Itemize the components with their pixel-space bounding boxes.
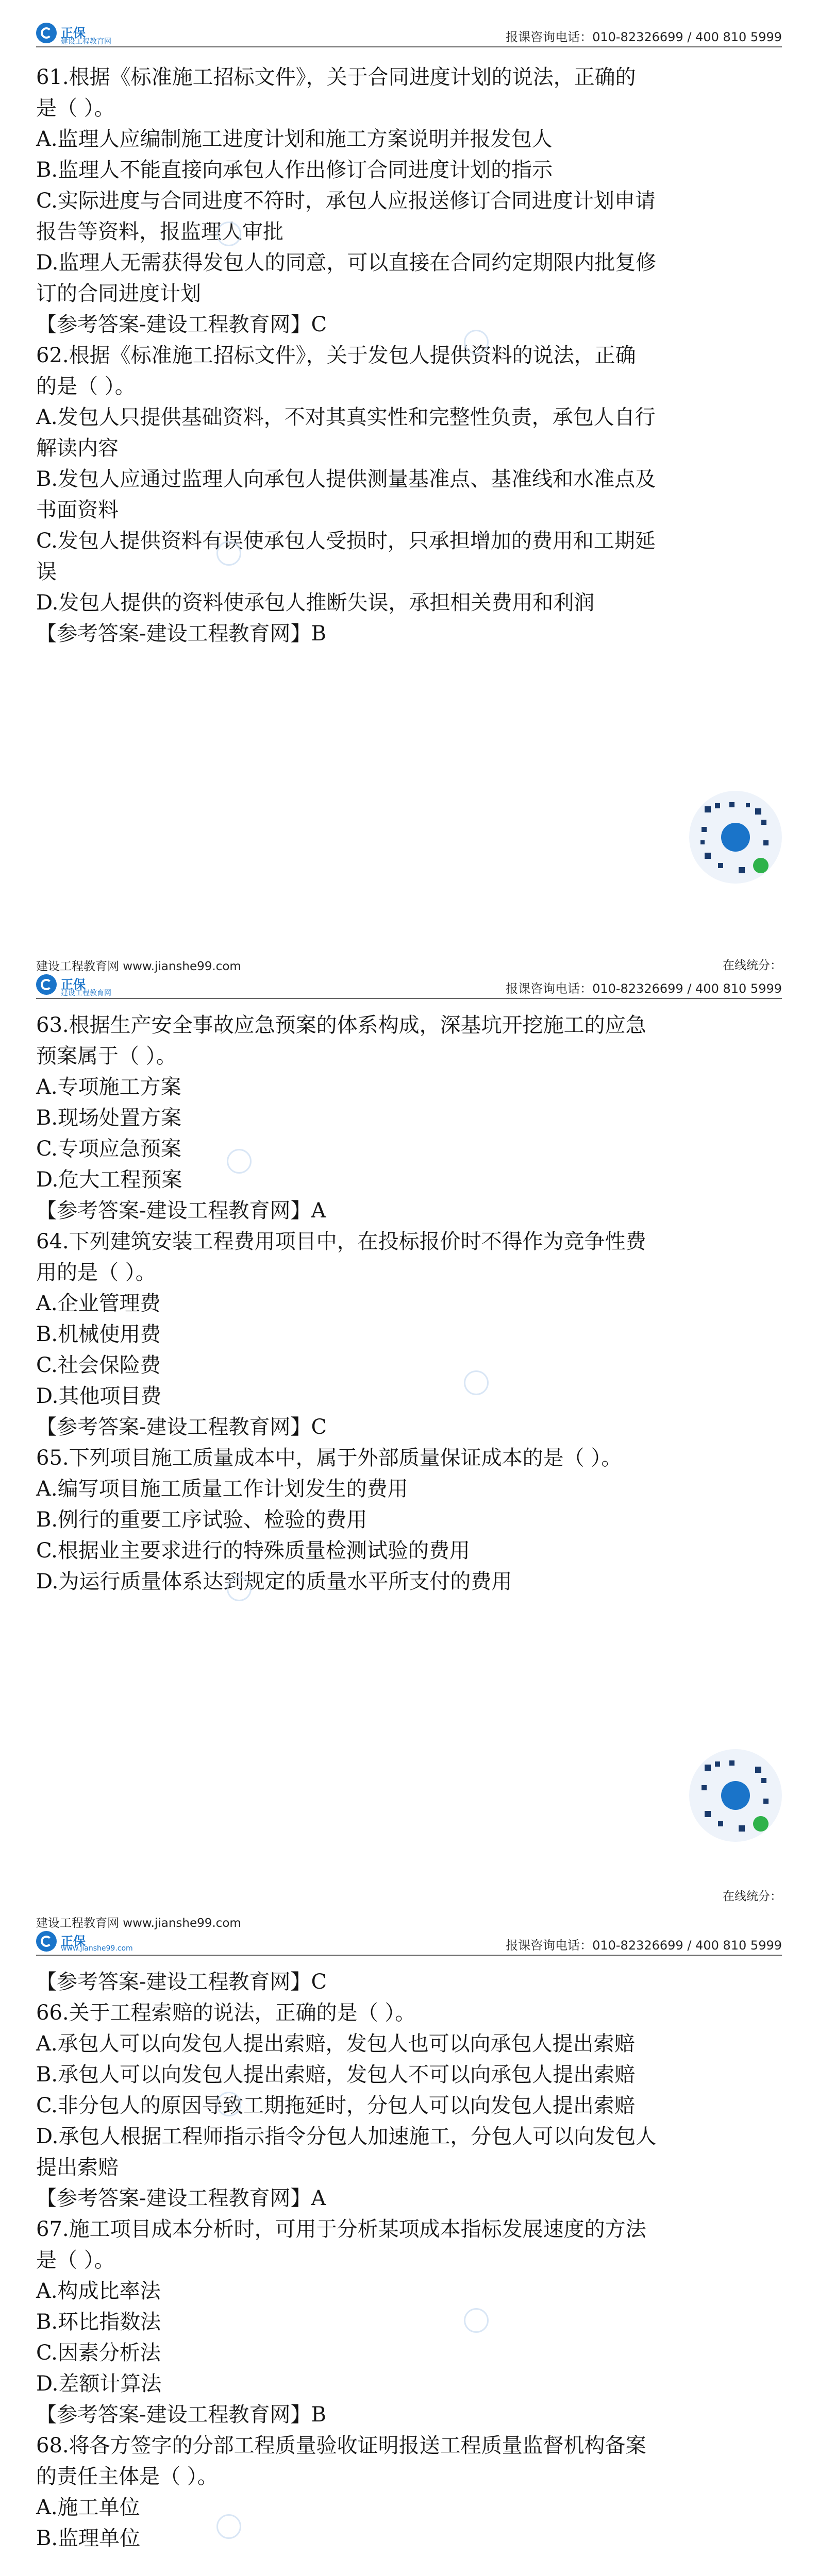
qr-code-icon <box>689 791 782 884</box>
header-rule <box>36 46 782 47</box>
answer-line: 【参考答案-建设工程教育网】A <box>36 1199 326 1223</box>
page-content <box>36 1010 782 1597</box>
option-line: B.监理单位 <box>36 2527 141 2550</box>
text-line: 是（ ）。 <box>36 2248 115 2272</box>
answer-line: 【参考答案-建设工程教育网】C <box>36 1970 327 1994</box>
option-line: C.社会保险费 <box>36 1353 161 1377</box>
text-line: 63.根据生产安全事故应急预案的体系构成，深基坑开挖施工的应急 <box>36 1013 646 1037</box>
option-line: B.现场处置方案 <box>36 1106 182 1130</box>
text-line: 62.根据《标准施工招标文件》，关于发包人提供资料的说法，正确 <box>36 344 636 367</box>
option-line: D.其他项目费 <box>36 1384 162 1408</box>
option-line: 提出索赔 <box>36 2156 119 2179</box>
logo-sub: 建设工程教育网 <box>61 989 111 997</box>
watermark-icon <box>216 222 241 246</box>
text-line: 65.下列项目施工质量成本中，属于外部质量保证成本的是（ ）。 <box>36 1446 622 1470</box>
option-line: C.专项应急预案 <box>36 1137 181 1161</box>
qr-badge-icon <box>753 1816 769 1832</box>
option-line: B.环比指数法 <box>36 2310 161 2334</box>
option-line: C.根据业主要求进行的特殊质量检测试验的费用 <box>36 1539 470 1563</box>
brand-logo <box>36 974 222 996</box>
option-line: 解读内容 <box>36 436 119 460</box>
page-header <box>36 1912 782 1954</box>
logo-brand: 正保 <box>61 1934 86 1948</box>
option-line: C.非分包人的原因导致工期拖延时，分包人可以向发包人提出索赔 <box>36 2094 635 2117</box>
watermark-icon <box>464 2308 489 2333</box>
option-line: D.危大工程预案 <box>36 1168 182 1192</box>
option-line: B.发包人应通过监理人向承包人提供测量基准点、基准线和水准点及 <box>36 467 656 491</box>
logo-brand: 正保 <box>61 977 86 992</box>
text-line: 的责任主体是（ ）。 <box>36 2465 218 2488</box>
header-site: 建设工程教育网 www.jianshe99.com <box>36 1917 241 1930</box>
option-line: 误 <box>36 560 57 584</box>
text-line: 67.施工项目成本分析时，可用于分析某项成本指标发展速度的方法 <box>36 2217 646 2241</box>
option-line: D.监理人无需获得发包人的同意，可以直接在合同约定期限内批复修 <box>36 251 657 275</box>
page-content <box>36 1967 782 2554</box>
text-line: 68.将各方签字的分部工程质量验收证明报送工程质量监督机构备案 <box>36 2434 646 2458</box>
option-line: A.专项施工方案 <box>36 1075 181 1099</box>
header-rule <box>36 1955 782 1956</box>
option-line: A.承包人可以向发包人提出索赔，发包人也可以向承包人提出索赔 <box>36 2032 635 2056</box>
option-line: A.发包人只提供基础资料，不对其真实性和完整性负责，承包人自行 <box>36 405 656 429</box>
logo-brand: 正保 <box>61 26 86 40</box>
header-phone: 报课咨询电话：010-82326699 / 400 810 5999 <box>506 30 782 44</box>
option-line: D.差额计算法 <box>36 2372 162 2396</box>
watermark-icon <box>464 1370 489 1395</box>
watermark-icon <box>227 1577 252 1601</box>
option-line: 订的合同进度计划 <box>36 282 201 306</box>
text-line: 用的是（ ）。 <box>36 1261 156 1284</box>
answer-line: 【参考答案-建设工程教育网】A <box>36 2187 326 2210</box>
option-line: B.机械使用费 <box>36 1323 161 1346</box>
header-phone: 报课咨询电话：010-82326699 / 400 810 5999 <box>506 1938 782 1953</box>
answer-line: 【参考答案-建设工程教育网】C <box>36 313 327 336</box>
answer-line: 【参考答案-建设工程教育网】B <box>36 622 326 646</box>
watermark-icon <box>216 2514 241 2539</box>
brand-logo <box>36 1931 222 1953</box>
header-rule <box>36 998 782 999</box>
brand-logo <box>36 23 222 44</box>
qr-badge-icon <box>753 858 769 873</box>
option-line: C.因素分析法 <box>36 2341 161 2365</box>
option-line: D.承包人根据工程师指示指令分包人加速施工，分包人可以向发包人 <box>36 2125 657 2148</box>
option-line: A.构成比率法 <box>36 2279 161 2303</box>
watermark-icon <box>227 1149 252 1174</box>
text-line: 的是（ ）。 <box>36 375 136 398</box>
option-line: D.发包人提供的资料使承包人推断失误，承担相关费用和利润 <box>36 591 595 615</box>
option-line: C.实际进度与合同进度不符时，承包人应报送修订合同进度计划申请 <box>36 189 656 213</box>
option-line: B.监理人不能直接向承包人作出修订合同进度计划的指示 <box>36 158 553 182</box>
option-line: A.企业管理费 <box>36 1292 161 1315</box>
watermark-icon <box>216 2092 241 2116</box>
text-line: 61.根据《标准施工招标文件》，关于合同进度计划的说法，正确的 <box>36 65 636 89</box>
option-line: A.施工单位 <box>36 2496 140 2519</box>
qr-code-icon <box>689 1749 782 1842</box>
option-line: A.编写项目施工质量工作计划发生的费用 <box>36 1477 408 1501</box>
page-header <box>36 956 782 997</box>
option-line: B.例行的重要工序试验、检验的费用 <box>36 1508 368 1532</box>
option-line: B.承包人可以向发包人提出索赔，发包人不可以向承包人提出索赔 <box>36 2063 636 2087</box>
page-header <box>36 4 782 45</box>
qr-logo-icon <box>721 823 750 852</box>
qr-logo-icon <box>721 1781 750 1810</box>
watermark-icon <box>464 330 489 354</box>
option-line: A.监理人应编制施工进度计划和施工方案说明并报发包人 <box>36 127 553 151</box>
text-line: 预案属于（ ）。 <box>36 1044 177 1068</box>
answer-line: 【参考答案-建设工程教育网】B <box>36 2403 326 2427</box>
header-online: 在线统分： <box>723 959 782 972</box>
header-phone: 报课咨询电话：010-82326699 / 400 810 5999 <box>506 981 782 996</box>
footer-online: 在线统分： <box>723 1890 782 1903</box>
text-line: 是（ ）。 <box>36 96 115 120</box>
answer-line: 【参考答案-建设工程教育网】C <box>36 1415 327 1439</box>
page-content <box>36 62 782 649</box>
text-line: 64.下列建筑安装工程费用项目中，在投标报价时不得作为竞争性费 <box>36 1230 646 1253</box>
logo-icon <box>36 974 57 995</box>
option-line: D.为运行质量体系达到规定的质量水平所支付的费用 <box>36 1570 512 1594</box>
logo-sub: www.jianshe99.com <box>61 1944 133 1953</box>
watermark-icon <box>216 541 241 566</box>
option-line: 书面资料 <box>36 498 119 522</box>
header-site: 建设工程教育网 www.jianshe99.com <box>36 960 241 973</box>
option-line: C.发包人提供资料有误使承包人受损时，只承担增加的费用和工期延 <box>36 529 656 553</box>
logo-icon <box>36 23 57 43</box>
logo-sub: 建设工程教育网 <box>61 38 111 46</box>
text-line: 66.关于工程索赔的说法，正确的是（ ）。 <box>36 2001 416 2025</box>
logo-icon <box>36 1931 57 1952</box>
option-line: 报告等资料，报监理人审批 <box>36 220 283 244</box>
